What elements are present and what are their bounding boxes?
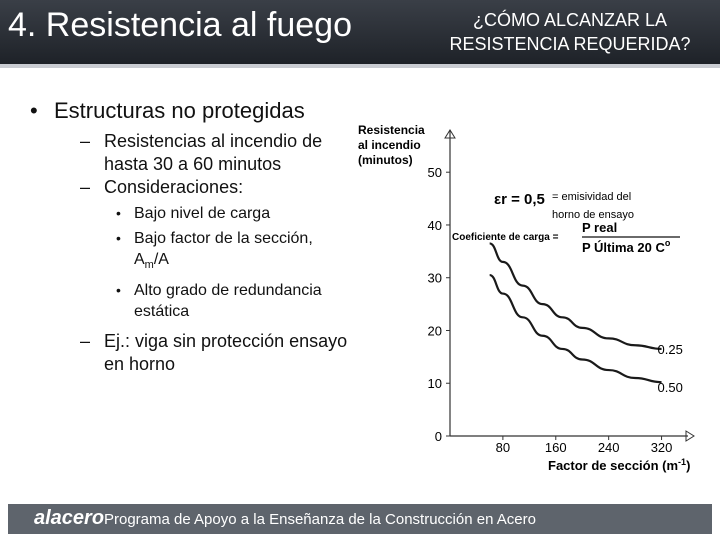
bullet-list xyxy=(28,98,358,376)
y-tick-label: 20 xyxy=(427,323,442,339)
series-label: 0.25 xyxy=(657,341,683,357)
bullet-text: /A xyxy=(153,251,169,268)
chart-series xyxy=(490,243,683,395)
chart-ticks xyxy=(428,165,673,455)
subscript: m xyxy=(144,259,154,272)
series-label: 0.50 xyxy=(657,380,683,396)
header-divider xyxy=(0,64,720,68)
bullet-level3 xyxy=(28,228,358,276)
x-tick-label: 240 xyxy=(597,440,620,455)
y-tick-label: 10 xyxy=(427,376,442,392)
header-question-line2: RESISTENCIA REQUERIDA? xyxy=(449,34,691,54)
bullet-level1: • Estructuras no protegidas xyxy=(28,98,358,124)
header-question xyxy=(428,8,712,56)
y-tick-label: 0 xyxy=(434,429,442,444)
page-title: 4. Resistencia al fuego xyxy=(8,6,352,44)
bullet-level3: • Bajo nivel de carga xyxy=(28,203,358,224)
bullet-level2: – Resistencias al incendio de hasta 30 a 60 minutos xyxy=(28,130,358,176)
x-tick-label: 160 xyxy=(544,440,567,455)
x-tick-label: 320 xyxy=(650,440,673,455)
y-tick-label: 40 xyxy=(427,217,442,233)
x-tick-label: 80 xyxy=(495,440,511,455)
load-coefficient-label: Coeficiente de carga = xyxy=(452,232,559,243)
y-tick-label: 50 xyxy=(427,165,442,181)
bullet-level3: • Alto grado de redundancia estática xyxy=(28,280,358,322)
bullet-level2: – Consideraciones: xyxy=(28,176,358,199)
footer-program-text: Programa de Apoyo a la Enseñanza de la Construcción en Acero xyxy=(104,511,536,528)
header-question-line1: ¿CÓMO ALCANZAR LA xyxy=(472,10,668,30)
series-line-0 xyxy=(490,243,662,349)
bullet-text: A xyxy=(134,251,145,268)
bullet-level2: – Ej.: viga sin protección ensayo en horno xyxy=(28,330,358,376)
emissivity-note: horno de ensayo xyxy=(552,209,634,221)
y-axis-label: al incendio xyxy=(358,138,421,152)
load-coefficient-numerator: P real xyxy=(582,220,618,235)
alacero-logo: alacero xyxy=(34,507,105,529)
footer-bar xyxy=(8,504,712,534)
y-tick-label: 30 xyxy=(427,270,442,286)
bullet-text: Bajo factor de la sección, xyxy=(134,230,313,247)
fire-resistance-chart xyxy=(350,118,710,480)
x-axis-label: Factor de sección $(m^{-1})$ xyxy=(548,457,691,473)
series-line-1 xyxy=(490,275,662,382)
emissivity-note: = emisividad del xyxy=(552,191,632,203)
y-axis-label: Resistencia xyxy=(358,123,425,137)
y-axis-label: (minutos) xyxy=(358,153,413,167)
header-bar xyxy=(0,0,720,64)
emissivity-symbol: εr = 0,5 xyxy=(494,191,545,208)
load-coefficient-denominator: P Última 20 $C^o$ xyxy=(582,238,671,255)
